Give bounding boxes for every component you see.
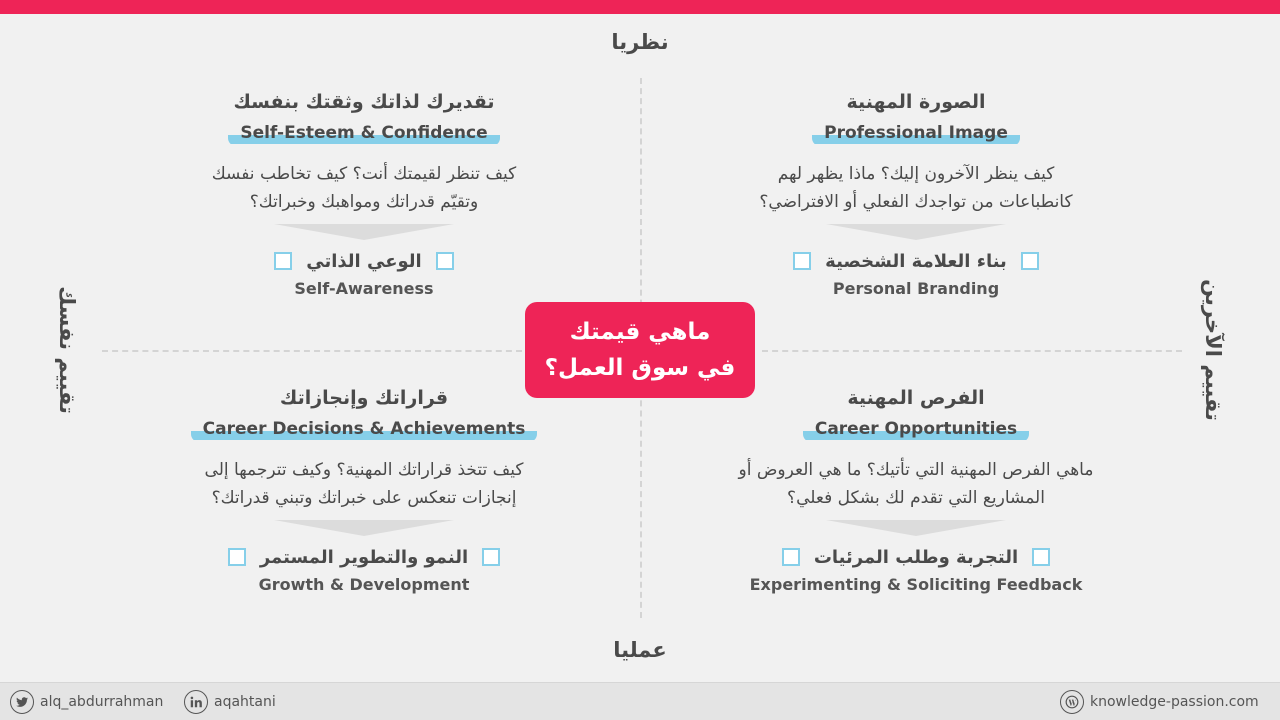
quadrant-subtitle: Self-Esteem & Confidence (228, 120, 499, 146)
center-line-2: في سوق العمل؟ (544, 355, 736, 381)
twitter-icon (10, 690, 34, 714)
twitter-handle: alq_abdurrahman (40, 694, 164, 710)
horizontal-divider-right (762, 350, 1182, 352)
quadrant-professional-image (656, 88, 1176, 300)
quadrant-item (656, 542, 1176, 572)
website-url: knowledge-passion.com (1090, 694, 1259, 710)
quadrant-subtitle: Professional Image (812, 120, 1020, 146)
axis-label-left: تقييم نفسك (55, 286, 79, 414)
item-arabic-label: بناء العلامة الشخصية (825, 250, 1007, 272)
description-line-1: ماهي الفرص المهنية التي تأتيك؟ ما هي العروض أو (738, 460, 1094, 480)
down-triangle-icon (274, 224, 454, 240)
description-line-1: كيف تنظر لقيمتك أنت؟ كيف تخاطب نفسك (211, 164, 517, 184)
horizontal-divider-left (102, 350, 522, 352)
quadrant-self-esteem (104, 88, 624, 300)
checkbox-icon (782, 548, 800, 566)
description-line-2: المشاريع التي تقدم لك بشكل فعلي؟ (787, 488, 1045, 508)
footer (0, 682, 1280, 720)
quadrant-description (656, 456, 1176, 512)
down-triangle-icon (274, 520, 454, 536)
quadrant-career-decisions (104, 384, 624, 596)
axis-label-bottom: عمليا (613, 638, 667, 662)
top-accent-bar (0, 0, 1280, 14)
quadrant-item (104, 542, 624, 572)
quadrant-career-opportunities (656, 384, 1176, 596)
quadrant-subtitle: Career Opportunities (803, 416, 1029, 442)
website-link[interactable] (1060, 689, 1259, 715)
down-triangle-icon (826, 224, 1006, 240)
description-line-1: كيف ينظر الآخرون إليك؟ ماذا يظهر لهم (777, 164, 1055, 184)
checkbox-icon (482, 548, 500, 566)
description-line-2: كانطباعات من تواجدك الفعلي أو الافتراضي؟ (759, 192, 1073, 212)
quadrant-item (656, 246, 1176, 276)
item-arabic-label: النمو والتطوير المستمر (259, 546, 469, 568)
checkbox-icon (436, 252, 454, 270)
description-line-2: وتقيّم قدراتك ومواهبك وخبراتك؟ (249, 192, 479, 212)
axis-label-top: نظريا (611, 30, 669, 54)
quadrant-title: الصورة المهنية (846, 91, 986, 113)
checkbox-icon (274, 252, 292, 270)
item-english-label: Self-Awareness (294, 279, 434, 298)
center-line-1: ماهي قيمتك (569, 319, 711, 345)
quadrant-subtitle: Career Decisions & Achievements (191, 416, 538, 442)
center-question-box (525, 302, 755, 398)
wordpress-icon (1060, 690, 1084, 714)
item-english-label: Growth & Development (258, 575, 470, 594)
quadrant-title: الفرص المهنية (847, 387, 985, 409)
quadrant-title: قراراتك وإنجازاتك (279, 387, 449, 409)
item-arabic-label: التجربة وطلب المرئيات (813, 546, 1019, 568)
quadrant-title: تقديرك لذاتك وثقتك بنفسك (233, 91, 495, 113)
down-triangle-icon (826, 520, 1006, 536)
quadrant-description (656, 160, 1176, 216)
axis-label-right: تقييم الآخرين (1201, 279, 1225, 421)
item-english-label: Personal Branding (832, 279, 1000, 298)
linkedin-handle: aqahtani (214, 694, 276, 710)
checkbox-icon (1032, 548, 1050, 566)
twitter-link[interactable] (10, 689, 163, 715)
quadrant-item (104, 246, 624, 276)
checkbox-icon (228, 548, 246, 566)
description-line-2: إنجازات تنعكس على خبراتك وتبني قدراتك؟ (211, 488, 517, 508)
quadrant-description (104, 456, 624, 512)
linkedin-link[interactable] (184, 689, 276, 715)
linkedin-icon (184, 690, 208, 714)
checkbox-icon (1021, 252, 1039, 270)
checkbox-icon (793, 252, 811, 270)
item-arabic-label: الوعي الذاتي (306, 250, 422, 272)
item-english-label: Experimenting & Soliciting Feedback (749, 575, 1083, 594)
description-line-1: كيف تتخذ قراراتك المهنية؟ وكيف تترجمها إلى (204, 460, 524, 480)
quadrant-description (104, 160, 624, 216)
